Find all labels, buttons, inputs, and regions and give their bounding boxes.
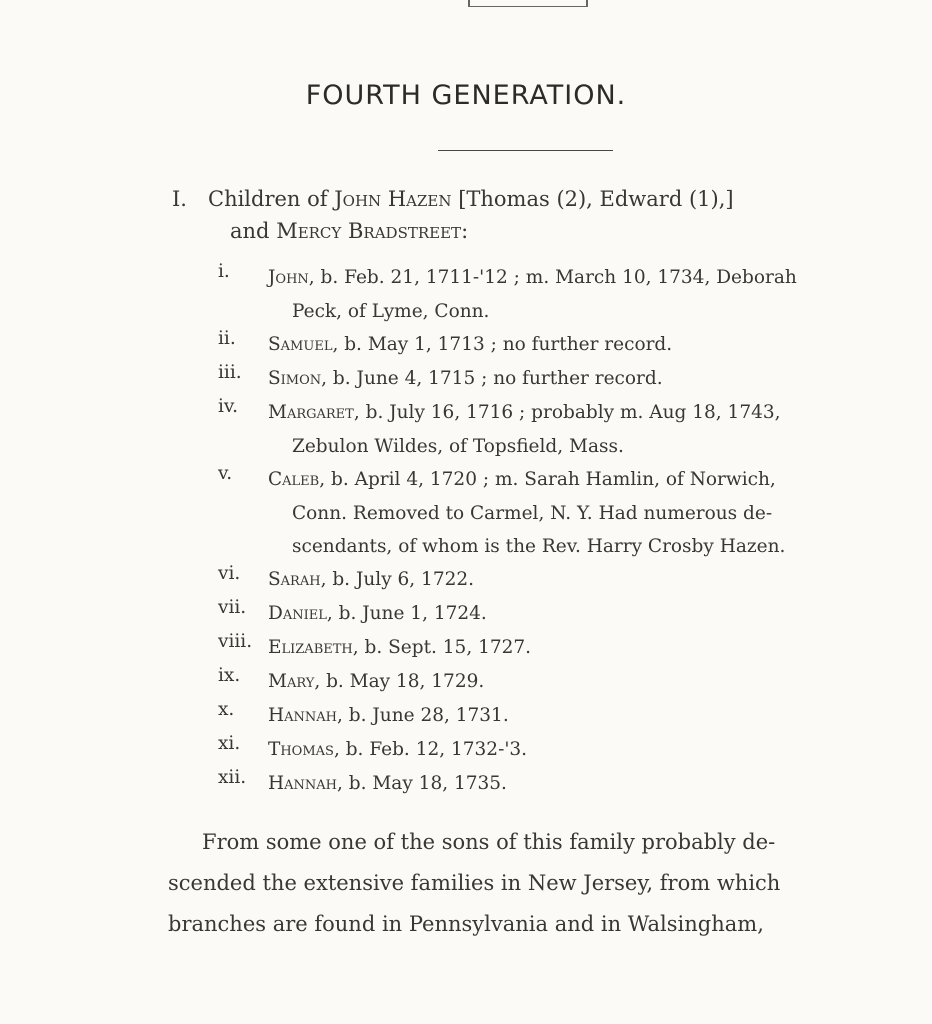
child-entry — [218, 733, 890, 767]
child-details: , b. Sept. 15, 1727. — [352, 637, 532, 658]
child-details: , b. May 1, 1713 ; no further record. — [332, 334, 673, 355]
child-details: , b. May 18, 1735. — [337, 773, 507, 794]
child-name: Samuel — [268, 334, 333, 355]
paragraph-line: scended the extensive families in New Jersey, from which — [168, 871, 781, 895]
children-list — [218, 261, 890, 801]
paragraph-line: branches are found in Pennsylvania and in Walsingham, — [168, 912, 764, 936]
child-details: , b. May 18, 1729. — [314, 671, 485, 692]
child-text — [218, 597, 890, 631]
child-text — [218, 261, 890, 295]
section-line-2 — [172, 215, 892, 247]
child-number: vi. — [218, 563, 241, 584]
child-number: vii. — [218, 597, 247, 618]
child-continuation: scendants, of whom is the Rev. Harry Crosby Hazen. — [292, 536, 786, 557]
child-name: Mary — [268, 671, 315, 692]
child-text — [218, 362, 890, 396]
child-entry — [218, 597, 890, 631]
child-name: John — [268, 267, 309, 288]
child-text — [218, 767, 890, 801]
child-details: , b. June 28, 1731. — [337, 705, 509, 726]
child-continuation: Zebulon Wildes, of Topsfield, Mass. — [292, 436, 624, 457]
child-text — [218, 699, 890, 733]
child-entry — [218, 362, 890, 396]
child-name: Hannah — [268, 705, 337, 726]
child-number: xi. — [218, 733, 241, 754]
child-text — [218, 631, 890, 665]
child-name: Hannah — [268, 773, 337, 794]
child-text — [218, 396, 890, 430]
child-details: , b. Feb. 12, 1732-'3. — [333, 739, 528, 760]
child-text — [218, 733, 890, 767]
father-name: John Hazen — [334, 187, 452, 211]
child-number: xii. — [218, 767, 247, 788]
child-text — [218, 463, 890, 497]
child-entry — [218, 665, 890, 699]
child-text — [218, 563, 890, 597]
child-entry — [218, 631, 890, 665]
child-details: , b. April 4, 1720 ; m. Sarah Hamlin, of Norwich, — [319, 469, 776, 490]
child-number: x. — [218, 699, 235, 720]
paragraph-line: From some one of the sons of this family probably de- — [202, 830, 776, 854]
mother-name: Mercy Bradstreet — [276, 219, 462, 243]
child-name: Daniel — [268, 603, 327, 624]
page-number-bracket — [468, 0, 588, 7]
child-number: i. — [218, 261, 230, 282]
child-entry — [218, 396, 890, 463]
child-number: ix. — [218, 665, 241, 686]
child-name: Margaret — [268, 402, 354, 423]
child-details: , b. June 1, 1724. — [326, 603, 487, 624]
child-details: , b. June 4, 1715 ; no further record. — [321, 368, 663, 389]
lineage: [Thomas (2), Edward (1),] — [458, 187, 734, 211]
section-text-pre: Children of — [208, 187, 328, 211]
child-name: Thomas — [268, 739, 334, 760]
child-entry — [218, 699, 890, 733]
child-details: , b. Feb. 21, 1711-'12 ; m. March 10, 1734, Deborah — [308, 267, 797, 288]
child-text — [218, 328, 890, 362]
section-heading — [172, 183, 892, 247]
child-name: Elizabeth — [268, 637, 353, 658]
child-entry — [218, 261, 890, 328]
page-heading: FOURTH GENERATION. — [305, 80, 627, 111]
child-number: ii. — [218, 328, 236, 349]
section-number: I. — [172, 187, 187, 211]
child-text — [218, 665, 890, 699]
child-entry — [218, 767, 890, 801]
child-details: , b. July 6, 1722. — [320, 569, 475, 590]
child-continuation: Peck, of Lyme, Conn. — [292, 301, 490, 322]
section-and: and — [230, 219, 270, 243]
child-number: v. — [218, 463, 233, 484]
child-details: , b. July 16, 1716 ; probably m. Aug 18, 1743, — [353, 402, 781, 423]
child-number: viii. — [218, 631, 253, 652]
closing-paragraph — [168, 822, 880, 945]
heading-rule — [438, 150, 613, 151]
child-continuation: Conn. Removed to Carmel, N. Y. Had numerous de- — [292, 503, 773, 524]
child-name: Caleb — [268, 469, 320, 490]
child-number: iii. — [218, 362, 242, 383]
child-number: iv. — [218, 396, 239, 417]
section-colon: : — [461, 219, 469, 243]
child-entry — [218, 463, 890, 563]
child-name: Sarah — [268, 569, 321, 590]
child-name: Simon — [268, 368, 322, 389]
child-entry — [218, 563, 890, 597]
child-entry — [218, 328, 890, 362]
